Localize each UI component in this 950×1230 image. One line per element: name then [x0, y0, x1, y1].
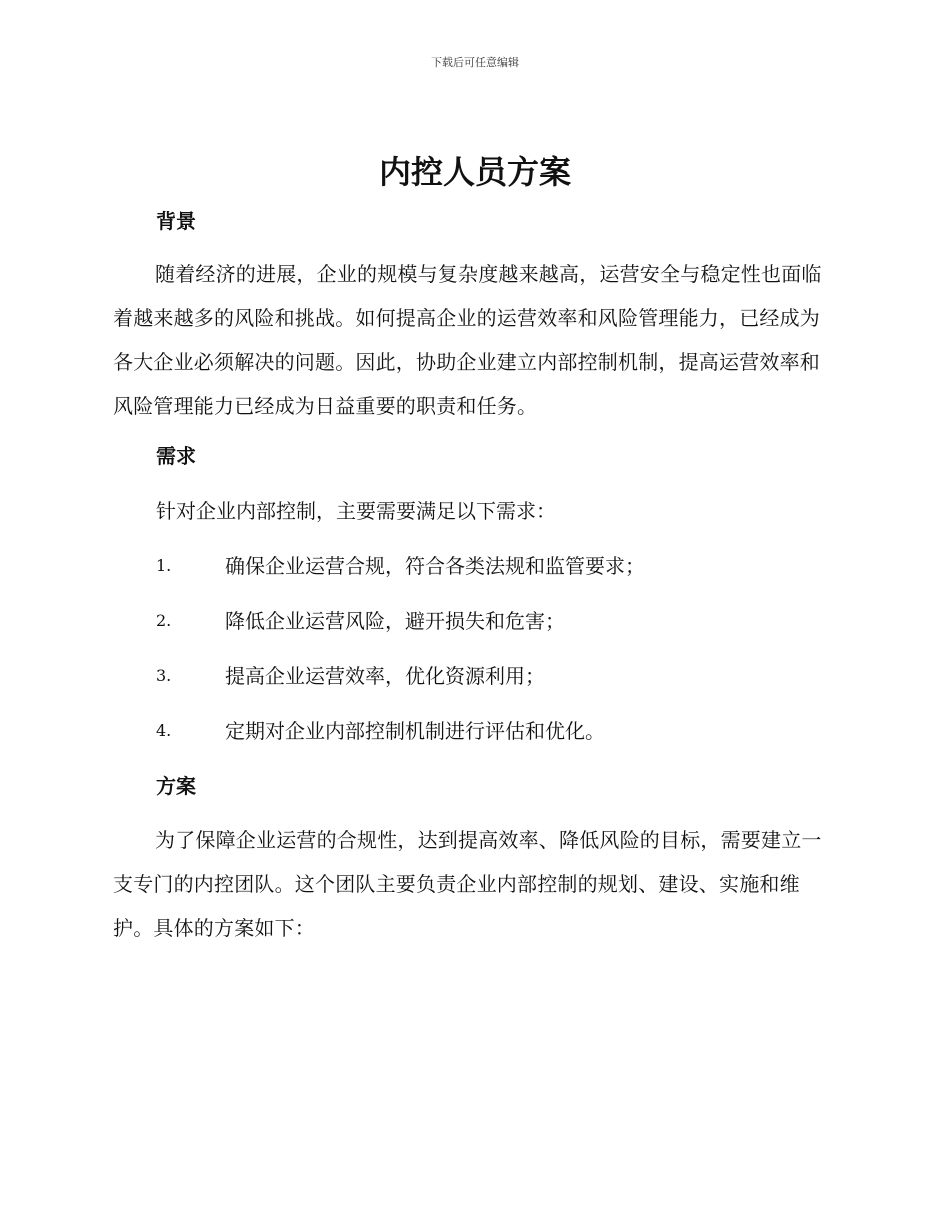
list-item-text: 提高企业运营效率，优化资源利用； [225, 664, 545, 688]
list-item [156, 552, 856, 580]
document-title: 内控人员方案 [378, 153, 571, 191]
page-header-note: 下载后可任意编辑 [431, 56, 519, 69]
list-item [156, 717, 856, 745]
list-item-number: 3. [156, 666, 172, 685]
list-item [156, 607, 856, 635]
plan-paragraph: 为了保障企业运营的合规性，达到提高效率、降低风险的目标，需要建立一支专门的内控团队。这个团队主要负责企业内部控制的规划、建设、实施和维护。具体的方案如下： [113, 828, 822, 940]
list-item-text: 确保企业运营合规，符合各类法规和监管要求； [225, 554, 645, 578]
section-heading-requirements: 需求 [156, 444, 196, 468]
requirements-intro: 针对企业内部控制，主要需要满足以下需求： [156, 499, 556, 523]
list-item-number: 2. [156, 611, 172, 630]
list-item-number: 1. [156, 556, 172, 575]
list-item-text: 降低企业运营风险，避开损失和危害； [225, 609, 565, 633]
section-heading-plan: 方案 [156, 774, 196, 798]
section-heading-background: 背景 [156, 209, 196, 233]
list-item-text: 定期对企业内部控制机制进行评估和优化。 [225, 719, 605, 743]
list-item-number: 4. [156, 721, 172, 740]
background-paragraph: 随着经济的进展，企业的规模与复杂度越来越高，运营安全与稳定性也面临着越来越多的风险和挑战。如何提高企业的运营效率和风险管理能力，已经成为各大企业必须解决的问题。因此，协助企业建立内部控制机制，提高运营效率和风险管理能力已经成为日益重要的职责和任务。 [113, 262, 822, 418]
list-item [156, 662, 856, 690]
